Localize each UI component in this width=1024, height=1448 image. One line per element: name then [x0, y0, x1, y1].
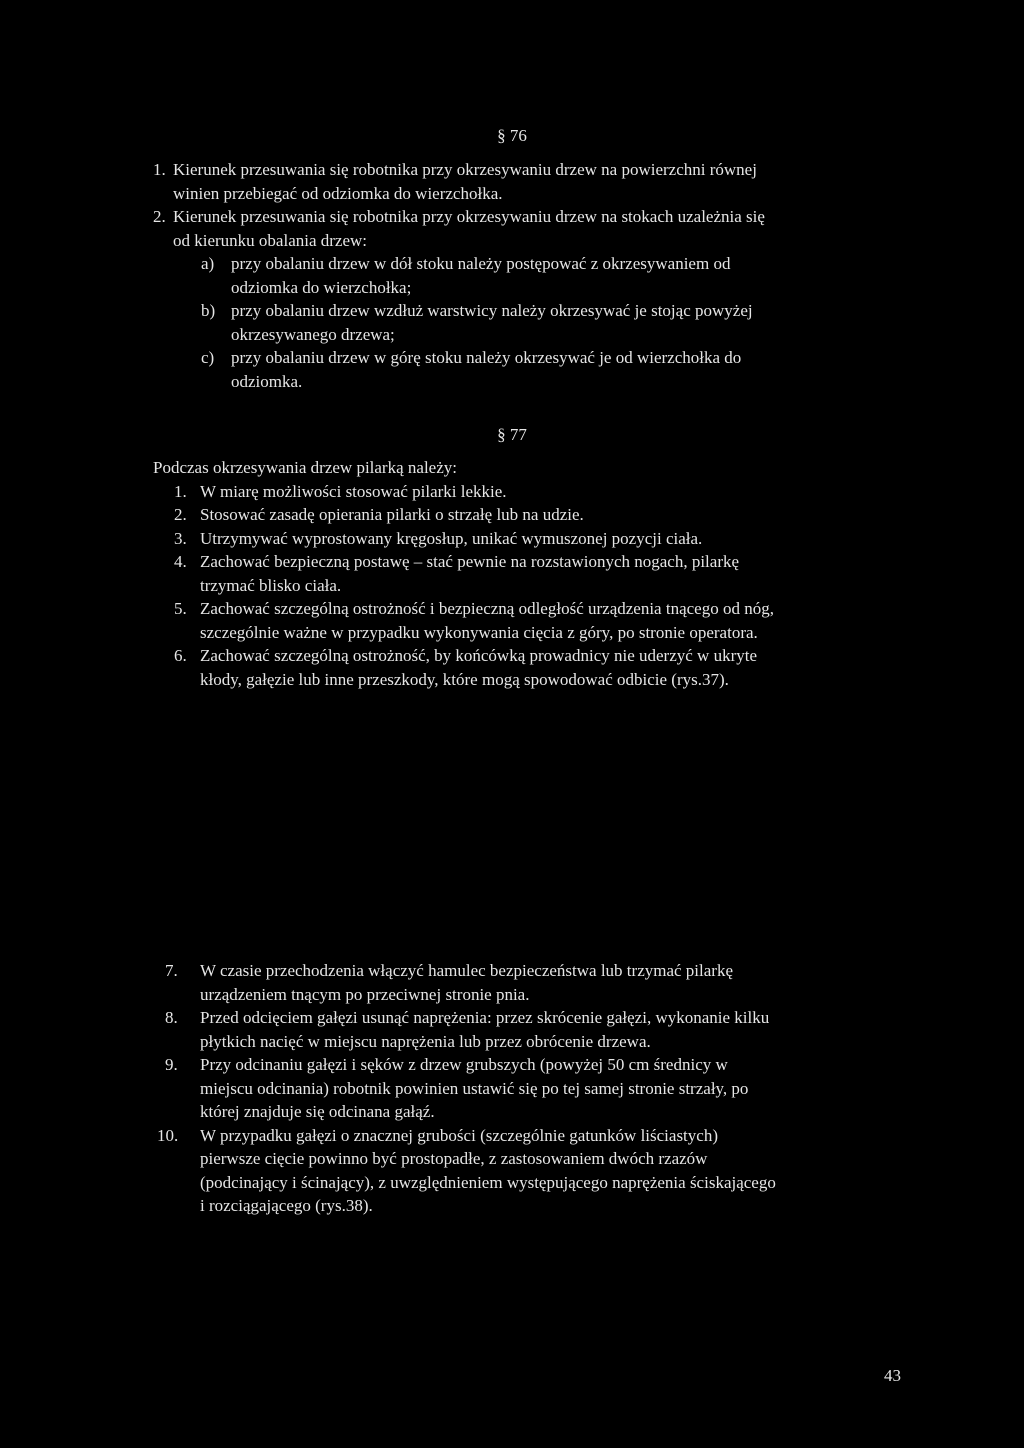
list-item — [174, 527, 893, 551]
list-item — [174, 597, 893, 644]
text-line: winien przebiegać od odziomka do wierzchołka. — [173, 183, 503, 203]
list-item — [153, 205, 893, 252]
text-line: której znajduje się odcinana gałąź. — [200, 1102, 435, 1121]
item-text — [200, 1124, 905, 1218]
text-line: Kierunek przesuwania się robotnika przy okrzesywaniu drzew na stokach uzależnia się — [173, 207, 765, 226]
item-text — [200, 1053, 905, 1124]
text-line: kłody, gałęzie lub inne przeszkody, które mogą spowodować odbicie (rys.37). — [200, 669, 729, 689]
text-line: trzymać blisko ciała. — [200, 575, 342, 595]
text-line: Stosować zasadę opierania pilarki o strzałę lub na udzie. — [200, 505, 584, 524]
item-number: 1. — [153, 160, 166, 179]
list-item — [174, 550, 893, 597]
text-line: Zachować szczególną ostrożność i bezpieczną odległość urządzenia tnącego od nóg, — [200, 599, 774, 618]
text-line: okrzesywanego drzewa; — [231, 324, 395, 344]
text-line: urządzeniem tnącym po przeciwnej stronie pnia. — [200, 984, 530, 1004]
item-text — [200, 1006, 905, 1053]
item-number: 8. — [165, 1008, 178, 1027]
item-text — [200, 959, 905, 1006]
item-text — [200, 480, 893, 504]
sub-item-label: c) — [201, 348, 215, 367]
list-item — [157, 1124, 905, 1218]
item-number: 2. — [153, 207, 166, 226]
section-77-list — [153, 456, 893, 691]
item-number: 4. — [174, 552, 187, 571]
text-line: odziomka do wierzchołka; — [231, 277, 412, 297]
item-number: 5. — [174, 599, 187, 618]
section-76-heading: § 76 — [497, 126, 527, 145]
text-line: Zachować bezpieczną postawę – stać pewnie na rozstawionych nogach, pilarkę — [200, 552, 740, 571]
list-item — [165, 1053, 905, 1124]
text-line: (podcinający i ścinający), z uwzględnieniem występującego naprężenia ściskającego — [200, 1172, 776, 1192]
list-item — [174, 480, 893, 504]
section-77-heading: § 77 — [497, 425, 527, 444]
item-number: 6. — [174, 646, 187, 665]
text-line: szczególnie ważne w przypadku wykonywania cięcia z góry, po stronie operatora. — [200, 622, 758, 642]
sub-item-text — [231, 299, 893, 346]
text-line: odziomka. — [231, 371, 303, 391]
item-number: 2. — [174, 505, 187, 524]
sub-list-item — [201, 299, 893, 346]
text-line: W miarę możliwości stosować pilarki lekkie. — [200, 481, 507, 501]
sub-item-label: a) — [201, 254, 215, 273]
text-line: W przypadku gałęzi o znacznej grubości (szczególnie gatunków liściastych) — [200, 1125, 718, 1145]
section-77-list-continued — [157, 959, 905, 1218]
text-line: przy obalaniu drzew w górę stoku należy okrzesywać je od wierzchołka do — [231, 348, 742, 367]
text-line: od kierunku obalania drzew: — [173, 230, 368, 250]
sub-item-text — [231, 252, 893, 299]
text-line: przy obalaniu drzew w dół stoku należy postępować z okrzesywaniem od — [231, 254, 731, 273]
list-item — [174, 644, 893, 691]
text-line: Kierunek przesuwania się robotnika przy okrzesywaniu drzew na powierzchni równej — [173, 160, 757, 179]
item-text — [200, 644, 893, 691]
text-line: płytkich nacięć w miejscu naprężenia lub przez obrócenie drzewa. — [200, 1031, 651, 1051]
sub-item-text — [231, 346, 893, 393]
sub-list-item — [201, 346, 893, 393]
text-line: i rozciągającego (rys.38). — [200, 1196, 373, 1215]
item-number: 9. — [165, 1055, 178, 1074]
item-number: 10. — [157, 1125, 179, 1145]
text-line: pierwsze cięcie powinno być prostopadłe, z zastosowaniem dwóch rzazów — [200, 1149, 708, 1168]
item-number: 3. — [174, 528, 187, 548]
text-line: Przy odcinaniu gałęzi i sęków z drzew grubszych (powyżej 50 cm średnicy w — [200, 1055, 728, 1074]
text-line: W czasie przechodzenia włączyć hamulec bezpieczeństwa lub trzymać pilarkę — [200, 961, 734, 980]
text-line: Zachować szczególną ostrożność, by końcówką prowadnicy nie uderzyć w ukryte — [200, 646, 758, 665]
section-76-list — [153, 158, 893, 393]
list-item — [165, 1006, 905, 1053]
page-number: 43 — [884, 1366, 901, 1385]
item-text — [200, 597, 893, 644]
sub-item-label: b) — [201, 301, 216, 320]
item-text — [200, 550, 893, 597]
text-line: przy obalaniu drzew wzdłuż warstwicy należy okrzesywać je stojąc powyżej — [231, 301, 753, 320]
list-item — [165, 959, 905, 1006]
text-line: Utrzymywać wyprostowany kręgosłup, unikać wymuszonej pozycji ciała. — [200, 528, 703, 548]
item-text — [200, 527, 893, 551]
list-item — [153, 158, 893, 205]
text-line: Przed odcięciem gałęzi usunąć naprężenia: przez skrócenie gałęzi, wykonanie kilku — [200, 1008, 770, 1027]
section-77-intro: Podczas okrzesywania drzew pilarką należy: — [153, 458, 457, 477]
item-text — [173, 158, 893, 205]
text-line: miejscu odcinania) robotnik powinien ustawić się po tej samej stronie strzały, po — [200, 1078, 749, 1098]
item-text — [200, 503, 893, 527]
list-item — [174, 503, 893, 527]
item-number: 7. — [165, 961, 178, 980]
sub-list-item — [201, 252, 893, 299]
item-number: 1. — [174, 481, 187, 501]
item-text — [173, 205, 893, 252]
